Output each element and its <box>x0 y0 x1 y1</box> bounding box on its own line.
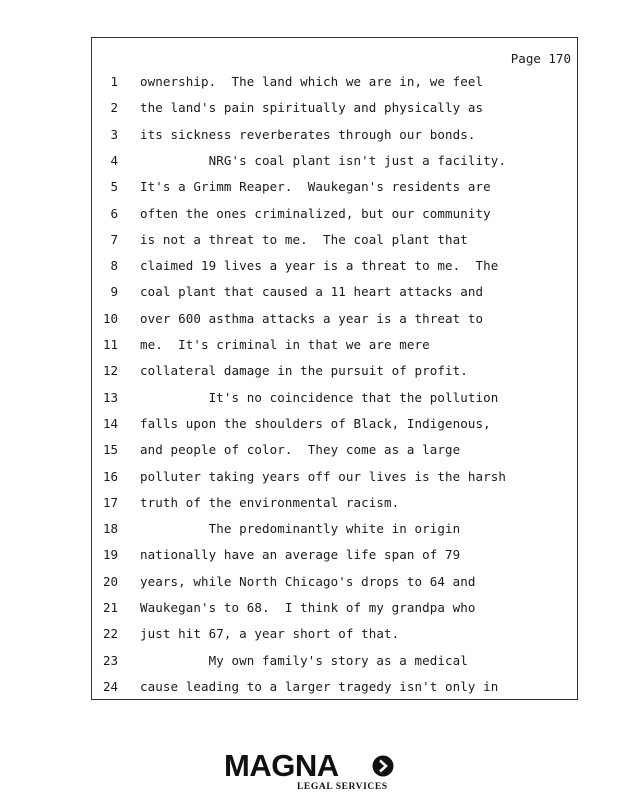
line-text: Waukegan's to 68. I think of my grandpa who <box>140 600 476 615</box>
line-text: over 600 asthma attacks a year is a threat to <box>140 310 484 326</box>
line-text: falls upon the shoulders of Black, Indigenous, <box>140 415 491 431</box>
transcript-line <box>92 258 577 278</box>
transcript-line <box>92 390 577 410</box>
line-number: 22 <box>102 626 118 642</box>
transcript-line <box>92 179 577 199</box>
transcript-line <box>92 284 577 304</box>
line-number: 18 <box>102 521 118 537</box>
line-number: 8 <box>110 258 118 274</box>
line-number: 14 <box>102 415 118 431</box>
line-number: 9 <box>110 284 118 300</box>
line-number: 4 <box>110 152 118 168</box>
line-text: claimed 19 lives a year is a threat to me. The <box>140 258 499 274</box>
transcript-line <box>92 600 577 620</box>
line-text: It's a Grimm Reaper. Waukegan's residents are <box>140 179 491 195</box>
transcript-page <box>91 37 578 700</box>
transcript-line <box>92 495 577 515</box>
transcript-line <box>92 337 577 357</box>
line-number: 16 <box>102 468 118 484</box>
transcript-line <box>92 469 577 489</box>
transcript-line <box>92 679 577 699</box>
transcript-line <box>92 416 577 436</box>
line-text: collateral damage in the pursuit of profit. <box>140 363 468 379</box>
line-number: 6 <box>110 205 118 221</box>
magna-logo <box>224 750 396 796</box>
line-number: 12 <box>102 363 118 379</box>
line-number: 10 <box>102 310 118 326</box>
line-text: coal plant that caused a 11 heart attacks and <box>140 284 484 300</box>
line-number: 3 <box>110 126 118 142</box>
line-text: often the ones criminalized, but our community <box>140 205 491 221</box>
transcript-line <box>92 574 577 594</box>
line-text: me. It's criminal in that we are mere <box>140 337 430 352</box>
transcript-line <box>92 311 577 331</box>
line-text: and people of color. They come as a large <box>140 442 461 458</box>
line-text: cause leading to a larger tragedy isn't only in <box>140 678 499 694</box>
line-number: 17 <box>102 494 118 510</box>
transcript-line <box>92 442 577 462</box>
transcript-line <box>92 521 577 541</box>
line-text: It's no coincidence that the pollution <box>140 389 499 405</box>
line-number: 23 <box>102 652 118 668</box>
line-number: 15 <box>102 442 118 458</box>
line-text: NRG's coal plant isn't just a facility. <box>140 152 507 168</box>
arrow-right-circle-icon <box>372 755 394 777</box>
line-text: nationally have an average life span of 79 <box>140 547 461 563</box>
line-text: truth of the environmental racism. <box>140 494 400 510</box>
line-text: polluter taking years off our lives is the harsh <box>140 468 507 484</box>
logo-wordmark: MAGNA <box>224 748 339 783</box>
line-number: 13 <box>102 389 118 405</box>
line-number: 20 <box>102 573 118 589</box>
transcript-line <box>92 653 577 673</box>
line-number: 5 <box>110 179 118 195</box>
transcript-line <box>92 547 577 567</box>
line-text: The predominantly white in origin <box>140 521 461 537</box>
line-number: 21 <box>102 600 118 615</box>
line-number: 2 <box>110 100 118 116</box>
transcript-line <box>92 626 577 646</box>
line-number: 11 <box>102 337 118 352</box>
transcript-line <box>92 127 577 147</box>
transcript-line <box>92 363 577 383</box>
transcript-line <box>92 153 577 173</box>
line-text: ownership. The land which we are in, we feel <box>140 74 484 89</box>
line-text: is not a threat to me. The coal plant that <box>140 231 468 247</box>
line-text: the land's pain spiritually and physically as <box>140 100 484 116</box>
logo-tagline: LEGAL SERVICES <box>297 782 388 792</box>
transcript-line <box>92 232 577 252</box>
transcript-line <box>92 74 577 94</box>
line-text: My own family's story as a medical <box>140 652 468 668</box>
line-number: 1 <box>110 74 118 89</box>
line-text: its sickness reverberates through our bonds. <box>140 126 476 142</box>
line-number: 24 <box>102 678 118 694</box>
line-text: just hit 67, a year short of that. <box>140 626 400 642</box>
line-number: 19 <box>102 547 118 563</box>
page-number: Page 170 <box>510 51 571 66</box>
transcript-line <box>92 100 577 120</box>
line-number: 7 <box>110 231 118 247</box>
transcript-line <box>92 206 577 226</box>
line-text: years, while North Chicago's drops to 64 and <box>140 573 476 589</box>
